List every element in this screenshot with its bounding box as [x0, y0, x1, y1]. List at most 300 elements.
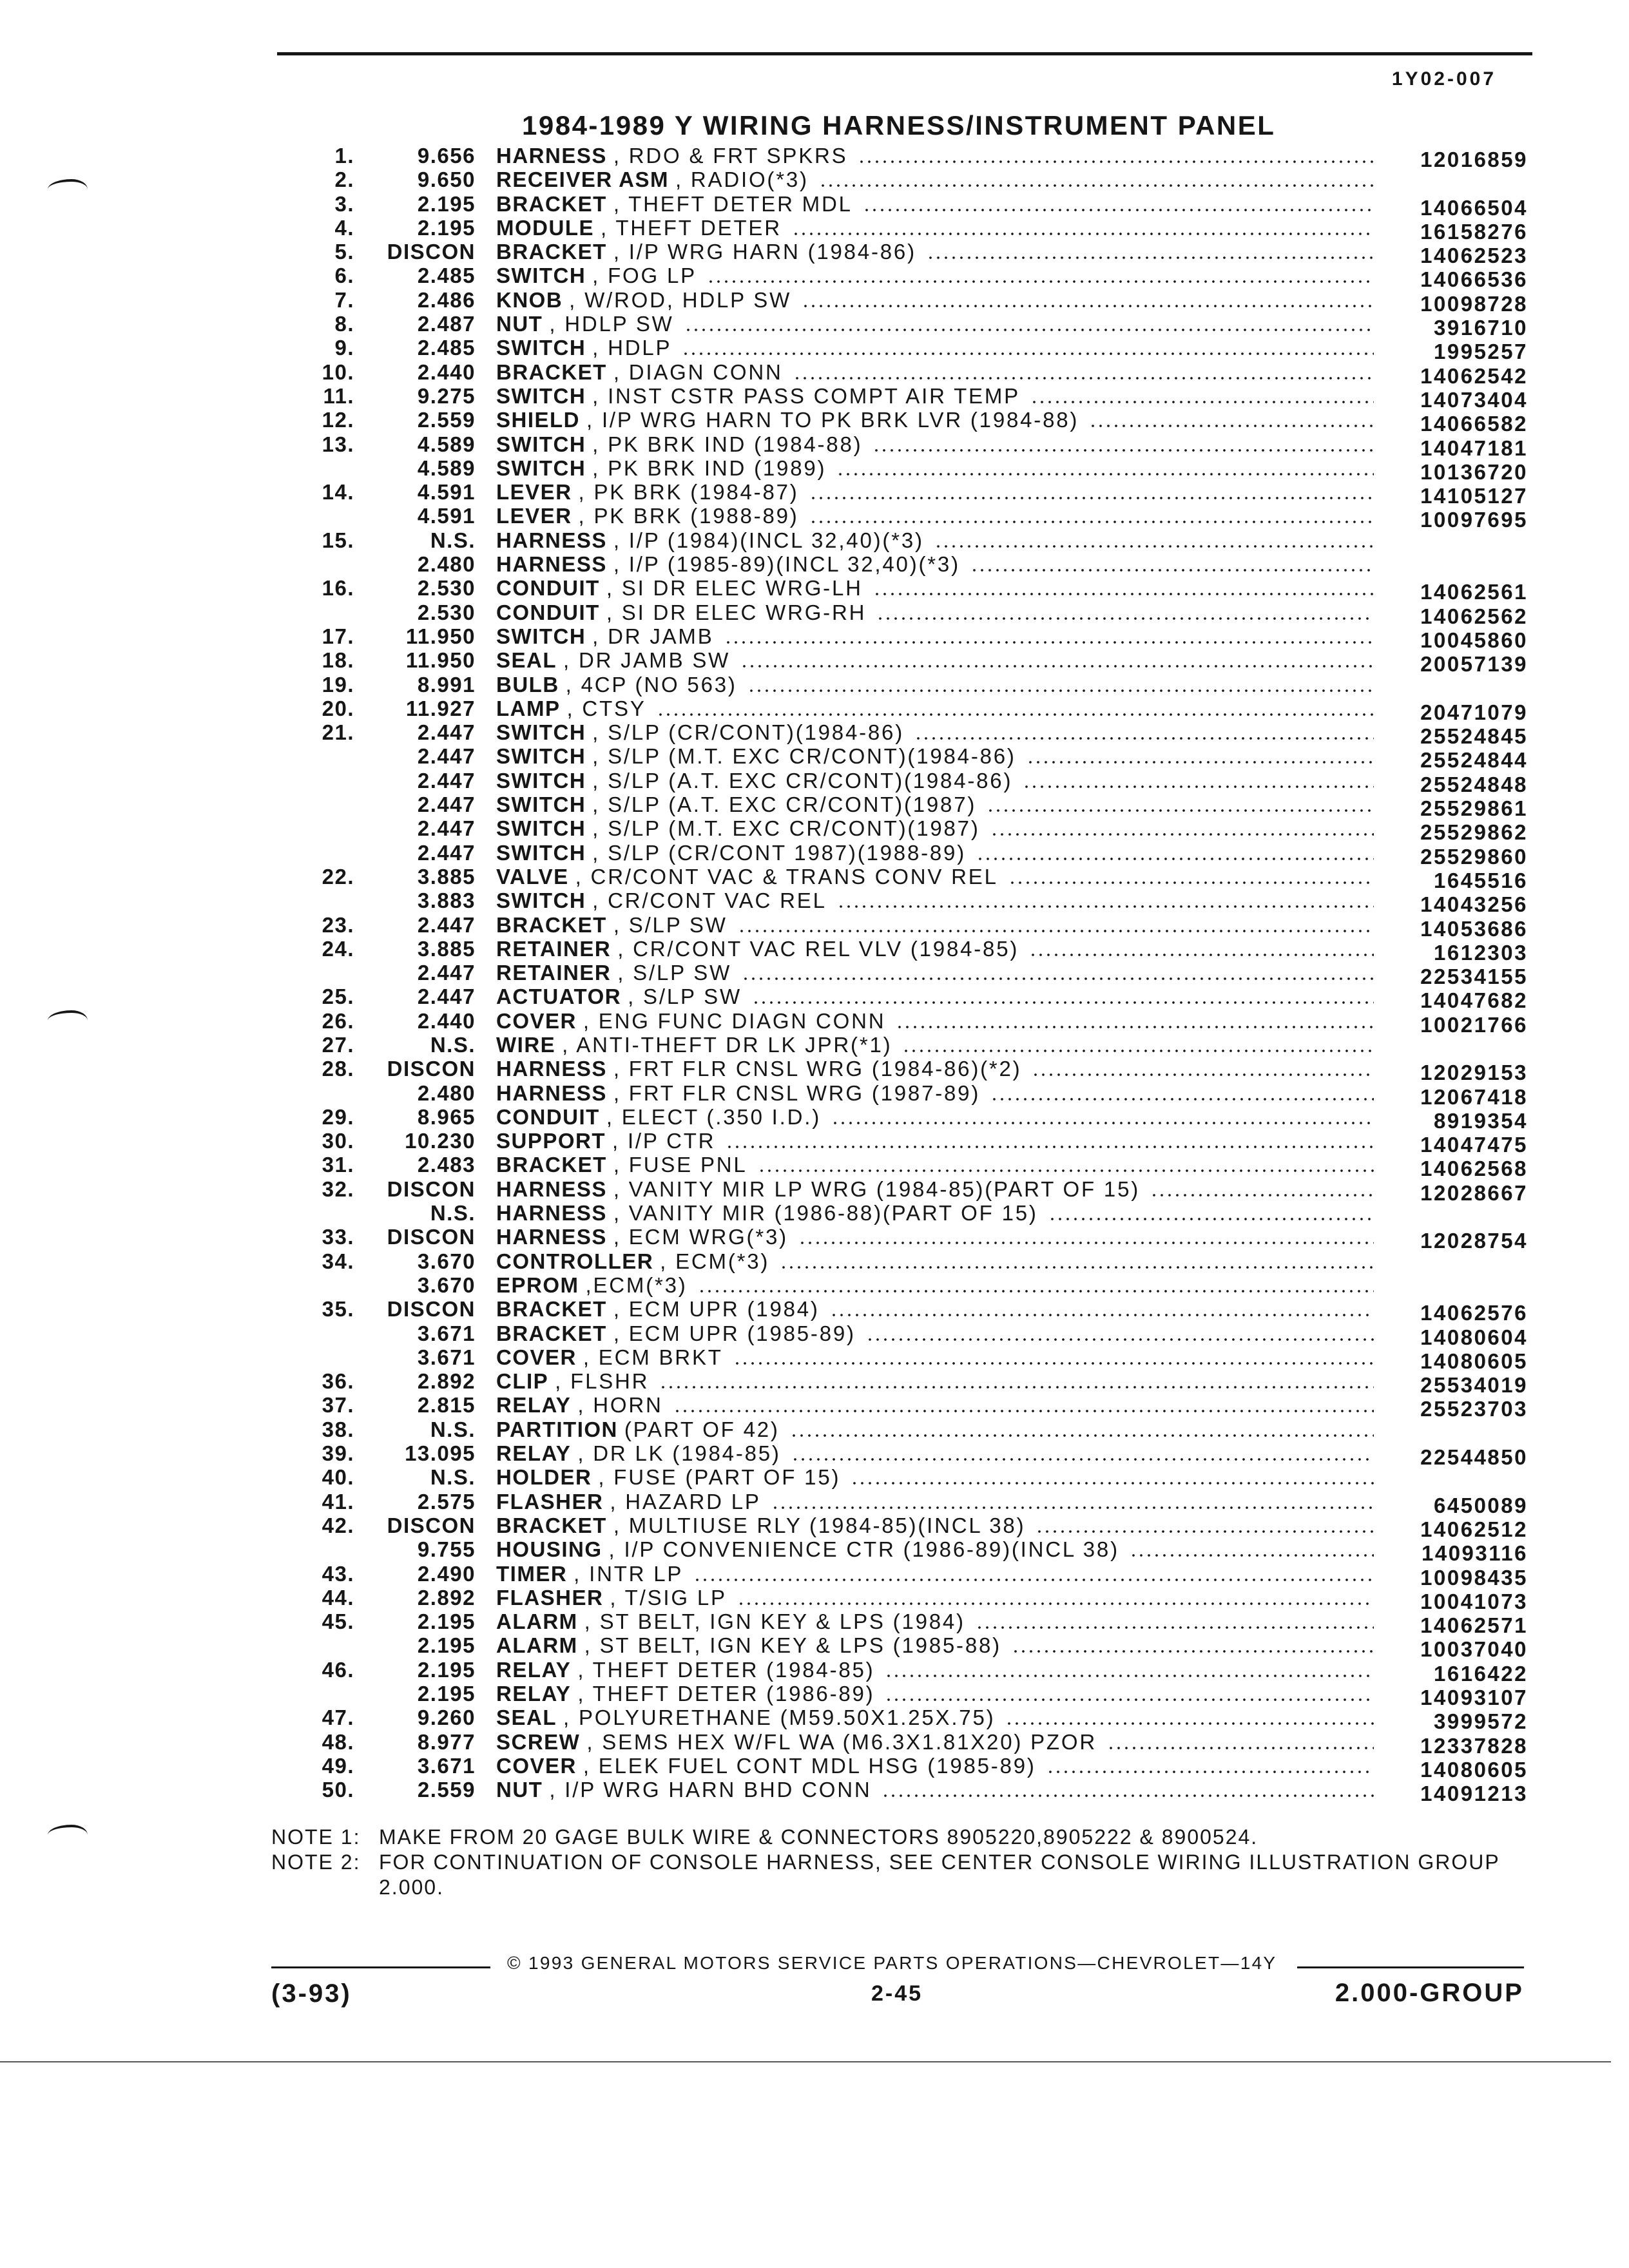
group-number: DISCON — [387, 1513, 476, 1537]
part-name: ACTUATOR — [496, 985, 622, 1009]
part-name: SWITCH — [496, 264, 586, 288]
item-number: 6. — [334, 264, 354, 288]
dot-leader — [684, 312, 1374, 336]
table-row — [277, 1057, 1528, 1085]
dot-leader — [896, 1009, 1374, 1033]
table-row — [277, 840, 1528, 869]
part-number: 14062523 — [1420, 244, 1528, 268]
dot-leader — [792, 216, 1374, 240]
part-name: RELAY — [496, 1393, 572, 1418]
part-number: 14073404 — [1420, 387, 1528, 412]
description-cell — [496, 961, 1374, 985]
description-cell — [496, 432, 1374, 456]
dot-leader — [771, 1490, 1374, 1514]
group-number: 8.977 — [417, 1729, 476, 1754]
group-number: DISCON — [387, 1177, 476, 1201]
item-number: 35. — [322, 1297, 354, 1321]
part-name: HARNESS — [496, 528, 607, 552]
part-name: RETAINER — [496, 936, 612, 961]
part-name: SWITCH — [496, 793, 586, 817]
part-description: , ECM UPR (1985-89) — [613, 1321, 856, 1345]
group-number: 9.650 — [417, 168, 476, 192]
part-name: SWITCH — [496, 720, 586, 745]
part-name: VALVE — [496, 864, 569, 889]
group-number: 2.195 — [417, 191, 476, 216]
item-number: 29. — [322, 1104, 354, 1129]
description-cell — [496, 913, 1374, 937]
table-row — [277, 312, 1528, 340]
dot-leader — [876, 601, 1374, 624]
group-number: 11.950 — [405, 624, 476, 648]
item-number — [277, 504, 354, 528]
item-number: 40. — [322, 1465, 354, 1490]
part-name: FLASHER — [496, 1489, 604, 1514]
description-cell — [496, 264, 1374, 287]
part-number: 1616422 — [1434, 1661, 1528, 1686]
dot-leader — [726, 1129, 1374, 1153]
dot-leader — [1150, 1177, 1374, 1201]
part-number: 14080605 — [1420, 1349, 1528, 1373]
group-number: 2.487 — [417, 312, 476, 336]
part-number: 12067418 — [1420, 1084, 1528, 1109]
part-number: 14080604 — [1420, 1325, 1528, 1349]
part-name: COVER — [496, 1345, 577, 1369]
group-number: 2.485 — [417, 264, 476, 288]
part-description: , DIAGN CONN — [613, 360, 783, 384]
table-row — [277, 1657, 1528, 1686]
scan-edge-line — [0, 2061, 1611, 2062]
table-row — [277, 1561, 1528, 1590]
description-cell — [496, 841, 1374, 865]
description-cell — [496, 1009, 1374, 1033]
dot-leader — [927, 240, 1374, 264]
item-number: 5. — [334, 240, 354, 264]
item-number — [277, 1201, 354, 1225]
group-number: 3.671 — [417, 1345, 476, 1369]
description-cell — [496, 1345, 1374, 1369]
group-number: 8.965 — [417, 1104, 476, 1129]
group-number: N.S. — [430, 1201, 476, 1225]
part-name: BRACKET — [496, 240, 607, 264]
description-cell — [496, 312, 1374, 336]
part-number: 14066582 — [1420, 412, 1528, 436]
part-description: , FUSE (PART OF 15) — [598, 1465, 841, 1490]
item-number — [277, 1537, 354, 1561]
note-text: MAKE FROM 20 GAGE BULK WIRE & CONNECTORS 8905220,8905222 & 8900524. — [379, 1825, 1258, 1849]
group-number: 9.755 — [417, 1537, 476, 1562]
group-number: 9.260 — [417, 1706, 476, 1730]
parts-list — [277, 144, 1528, 1806]
group-number: 4.589 — [417, 432, 476, 456]
description-cell — [496, 1418, 1374, 1441]
description-cell — [496, 1393, 1374, 1417]
table-row — [277, 793, 1528, 821]
item-number: 10. — [322, 360, 354, 384]
part-description: , W/ROD, HDLP SW — [569, 287, 792, 312]
table-row — [277, 696, 1528, 724]
table-row — [277, 1008, 1528, 1037]
part-description: , S/LP (CR/CONT 1987)(1988-89) — [592, 840, 966, 865]
description-cell — [496, 1081, 1374, 1105]
part-number: 10021766 — [1420, 1012, 1528, 1037]
part-description: , PK BRK IND (1989) — [592, 456, 827, 480]
table-row — [277, 720, 1528, 749]
table-row — [277, 1345, 1528, 1373]
dot-leader — [1008, 865, 1374, 889]
part-number: 14091213 — [1420, 1782, 1528, 1806]
part-description: , ENG FUNC DIAGN CONN — [583, 1008, 886, 1033]
part-name: CONDUIT — [496, 600, 600, 624]
item-number: 45. — [322, 1610, 354, 1634]
description-cell — [496, 1730, 1374, 1754]
description-cell — [496, 192, 1374, 216]
item-number: 21. — [322, 720, 354, 745]
dot-leader — [1046, 1754, 1374, 1778]
part-number: 6450089 — [1434, 1493, 1528, 1517]
table-row — [277, 1393, 1528, 1421]
table-row — [277, 768, 1528, 796]
description-cell — [496, 1225, 1374, 1249]
description-cell — [496, 504, 1374, 528]
dot-leader — [758, 1153, 1374, 1177]
part-name: HARNESS — [496, 1081, 607, 1105]
group-number: 2.440 — [417, 360, 476, 384]
table-row — [277, 1081, 1528, 1109]
group-number: N.S. — [430, 1032, 476, 1057]
part-number: 16158276 — [1420, 219, 1528, 244]
description-cell — [496, 1321, 1374, 1345]
part-description: , PK BRK (1988-89) — [578, 504, 799, 528]
group-number: 2.447 — [417, 816, 476, 841]
part-name: SEAL — [496, 1706, 557, 1730]
part-description: , CR/CONT VAC REL — [592, 889, 827, 913]
table-row — [277, 168, 1528, 191]
part-description: , HDLP — [592, 336, 672, 360]
part-description: , S/LP (A.T. EXC CR/CONT)(1984-86) — [592, 768, 1013, 793]
dot-leader — [737, 1586, 1374, 1610]
group-number: 11.950 — [405, 648, 476, 673]
part-description: , I/P (1984)(INCL 32,40)(*3) — [613, 528, 924, 552]
description-cell — [496, 1177, 1374, 1201]
table-row — [277, 673, 1528, 697]
part-description: , I/P WRG HARN BHD CONN — [549, 1778, 872, 1802]
part-name: FLASHER — [496, 1585, 604, 1610]
item-number: 8. — [334, 312, 354, 336]
item-number — [277, 1081, 354, 1105]
part-number: 14105127 — [1420, 484, 1528, 508]
item-number: 38. — [322, 1417, 354, 1441]
part-description: ,ECM(*3) — [585, 1273, 688, 1297]
description-cell — [496, 1297, 1374, 1321]
item-number: 1. — [334, 144, 354, 168]
table-row — [277, 576, 1528, 604]
item-number: 4. — [334, 215, 354, 240]
description-cell — [496, 1610, 1374, 1633]
description-cell — [496, 552, 1374, 576]
part-description: , MULTIUSE RLY (1984-85)(INCL 38) — [613, 1513, 1026, 1537]
dot-leader — [738, 913, 1374, 937]
item-number: 14. — [322, 480, 354, 505]
group-number: 2.559 — [417, 408, 476, 432]
dot-leader — [1030, 384, 1374, 408]
part-description: , CR/CONT VAC & TRANS CONV REL — [575, 864, 998, 889]
part-number — [1374, 1037, 1528, 1061]
description-cell — [496, 1105, 1374, 1129]
group-number: 4.591 — [417, 504, 476, 528]
item-number — [277, 816, 354, 840]
part-number: 25523703 — [1420, 1397, 1528, 1421]
part-name: BULB — [496, 672, 559, 697]
description-cell — [496, 1465, 1374, 1489]
description-cell — [496, 1441, 1374, 1465]
part-number: 14047181 — [1420, 436, 1528, 460]
table-row — [277, 1273, 1528, 1297]
part-number: 10097695 — [1420, 508, 1528, 532]
item-number: 47. — [322, 1706, 354, 1730]
part-name: NUT — [496, 1778, 543, 1802]
description-cell — [496, 1562, 1374, 1586]
item-number: 36. — [322, 1369, 354, 1394]
item-number — [277, 601, 354, 624]
dot-leader — [837, 889, 1374, 912]
part-description: , S/LP (A.T. EXC CR/CONT)(1987) — [592, 793, 977, 817]
table-row — [277, 191, 1528, 220]
item-number: 43. — [322, 1561, 354, 1586]
part-number: 14047682 — [1420, 988, 1528, 1013]
table-row — [277, 648, 1528, 677]
item-number: 9. — [334, 336, 354, 360]
item-number: 22. — [322, 864, 354, 889]
table-row — [277, 864, 1528, 892]
part-description: , DR JAMB SW — [563, 648, 731, 673]
table-row — [277, 1225, 1528, 1253]
part-name: BRACKET — [496, 1321, 607, 1345]
dot-leader — [693, 1562, 1374, 1586]
part-number: 14062568 — [1420, 1157, 1528, 1181]
table-row — [277, 1129, 1528, 1157]
notes-section — [271, 1825, 1534, 1900]
table-row — [277, 1489, 1528, 1517]
group-number: 2.447 — [417, 912, 476, 937]
part-description: , CTSY — [566, 696, 646, 720]
description-cell — [496, 216, 1374, 240]
part-number: 14062512 — [1420, 1517, 1528, 1541]
description-cell — [496, 576, 1374, 600]
group-number: 2.447 — [417, 744, 476, 769]
part-name: SWITCH — [496, 768, 586, 793]
item-number: 3. — [334, 191, 354, 216]
part-number: 12337828 — [1420, 1733, 1528, 1758]
part-description: , FUSE PNL — [613, 1153, 747, 1177]
table-row — [277, 528, 1528, 552]
dot-leader — [809, 504, 1374, 528]
part-name: RECEIVER ASM — [496, 168, 669, 192]
description-cell — [496, 769, 1374, 793]
description-cell — [496, 1249, 1374, 1273]
part-description: , I/P WRG HARN TO PK BRK LVR (1984-88) — [586, 408, 1079, 432]
description-cell — [496, 1682, 1374, 1706]
part-name: SCREW — [496, 1729, 581, 1754]
part-description: , INST CSTR PASS COMPT AIR TEMP — [592, 383, 1020, 408]
dot-leader — [863, 192, 1374, 216]
dot-leader — [659, 1369, 1374, 1393]
dot-leader — [780, 1249, 1374, 1273]
part-number: 25524845 — [1420, 724, 1528, 749]
table-row — [277, 552, 1528, 576]
dot-leader — [885, 1658, 1374, 1682]
description-cell — [496, 624, 1374, 648]
part-number: 25529860 — [1420, 844, 1528, 869]
table-row — [277, 1369, 1528, 1398]
dot-leader — [793, 360, 1374, 384]
dot-leader — [885, 1682, 1374, 1706]
part-description: , RADIO(*3) — [675, 168, 809, 192]
footer-rule-left — [271, 1966, 490, 1968]
group-number: 8.991 — [417, 672, 476, 697]
part-number: 1612303 — [1434, 940, 1528, 965]
part-description: , S/LP SW — [617, 961, 732, 985]
part-description: , INTR LP — [574, 1561, 684, 1586]
table-row — [277, 889, 1528, 917]
part-number: 12028667 — [1420, 1180, 1528, 1205]
dot-leader — [809, 480, 1374, 504]
description-cell — [496, 1129, 1374, 1153]
table-row — [277, 816, 1528, 845]
item-number: 19. — [322, 672, 354, 697]
part-description: , FLSHR — [555, 1369, 650, 1394]
part-description: , S/LP (M.T. EXC CR/CONT)(1987) — [592, 816, 980, 841]
dot-leader — [698, 1273, 1374, 1297]
part-name: SWITCH — [496, 744, 586, 769]
dot-leader — [976, 841, 1374, 865]
part-number: 14062571 — [1420, 1613, 1528, 1638]
part-description: , FRT FLR CNSL WRG (1987-89) — [613, 1081, 981, 1105]
item-number: 28. — [322, 1057, 354, 1081]
part-number — [1374, 171, 1528, 195]
group-number: 3.671 — [417, 1321, 476, 1345]
part-name: HOUSING — [496, 1537, 602, 1562]
description-cell — [496, 793, 1374, 816]
dot-leader — [790, 1418, 1374, 1441]
part-name: LEVER — [496, 504, 572, 528]
description-cell — [496, 1201, 1374, 1225]
dot-leader — [882, 1778, 1374, 1802]
item-number: 42. — [322, 1513, 354, 1537]
part-name: BRACKET — [496, 191, 607, 216]
part-number: 14062542 — [1420, 363, 1528, 388]
dot-leader — [1036, 1514, 1374, 1537]
note — [271, 1825, 1534, 1850]
description-cell — [496, 360, 1374, 384]
part-number — [1374, 532, 1528, 556]
table-row — [277, 480, 1528, 508]
item-number: 17. — [322, 624, 354, 648]
dot-leader — [1005, 1706, 1374, 1729]
item-number: 41. — [322, 1489, 354, 1514]
item-number: 33. — [322, 1225, 354, 1249]
description-cell — [496, 1514, 1374, 1537]
group-number: 2.195 — [417, 215, 476, 240]
part-number: 14043256 — [1420, 892, 1528, 917]
description-cell — [496, 456, 1374, 480]
description-cell — [496, 1778, 1374, 1802]
group-number: 2.486 — [417, 287, 476, 312]
group-number: 2.490 — [417, 1561, 476, 1586]
table-row — [277, 936, 1528, 965]
part-description: , CR/CONT VAC REL VLV (1984-85) — [617, 936, 1019, 961]
item-number: 25. — [322, 985, 354, 1009]
group-number: 2.483 — [417, 1153, 476, 1177]
part-name: HARNESS — [496, 1201, 607, 1225]
item-number: 34. — [322, 1249, 354, 1273]
item-number: 37. — [322, 1393, 354, 1418]
group-number: 2.447 — [417, 793, 476, 817]
part-description: , SEMS HEX W/FL WA (M6.3X1.81X20) PZOR — [586, 1729, 1097, 1754]
part-name: WIRE — [496, 1032, 556, 1057]
table-row — [277, 215, 1528, 244]
dot-leader — [1130, 1537, 1374, 1561]
table-row — [277, 432, 1528, 460]
part-name: RELAY — [496, 1682, 572, 1706]
part-number: 14062576 — [1420, 1301, 1528, 1325]
dot-leader — [873, 576, 1374, 600]
dot-leader — [831, 1105, 1374, 1129]
description-cell — [496, 1369, 1374, 1393]
table-row — [277, 1778, 1528, 1806]
description-cell — [496, 336, 1374, 360]
part-description: , I/P WRG HARN (1984-86) — [613, 240, 916, 264]
part-name: HARNESS — [496, 552, 607, 577]
item-number: 23. — [322, 912, 354, 937]
part-description: (PART OF 42) — [624, 1417, 780, 1441]
table-row — [277, 912, 1528, 941]
part-number: 20471079 — [1420, 700, 1528, 724]
part-number: 14047475 — [1420, 1133, 1528, 1157]
page-title: 1984-1989 Y WIRING HARNESS/INSTRUMENT PANEL — [522, 110, 1276, 140]
part-number — [1374, 1421, 1528, 1445]
item-number — [277, 552, 354, 576]
group-label: 2.000-GROUP — [1335, 1979, 1524, 2007]
group-number: 2.575 — [417, 1489, 476, 1514]
group-number: 2.530 — [417, 576, 476, 601]
part-description: , ECM UPR (1984) — [613, 1297, 820, 1321]
group-number: 2.559 — [417, 1778, 476, 1802]
group-number: 2.447 — [417, 768, 476, 793]
dot-leader — [742, 961, 1374, 985]
part-name: MODULE — [496, 215, 594, 240]
item-number: 2. — [334, 168, 354, 192]
part-name: HARNESS — [496, 1057, 607, 1081]
dot-leader — [976, 1610, 1374, 1633]
top-rule-divider — [277, 52, 1532, 55]
table-row — [277, 1321, 1528, 1349]
group-number: 3.670 — [417, 1273, 476, 1297]
description-cell — [496, 1633, 1374, 1657]
dot-leader — [802, 288, 1374, 312]
part-number: 25529862 — [1420, 820, 1528, 845]
part-name: KNOB — [496, 287, 563, 312]
table-row — [277, 985, 1528, 1013]
dot-leader — [1027, 744, 1374, 768]
table-row — [277, 744, 1528, 773]
item-number: 12. — [322, 408, 354, 432]
item-number: 18. — [322, 648, 354, 673]
description-cell — [496, 1658, 1374, 1682]
item-number — [277, 793, 354, 816]
punch-hole-mark — [48, 179, 88, 189]
dot-leader — [1023, 769, 1374, 793]
group-number: 4.591 — [417, 480, 476, 505]
